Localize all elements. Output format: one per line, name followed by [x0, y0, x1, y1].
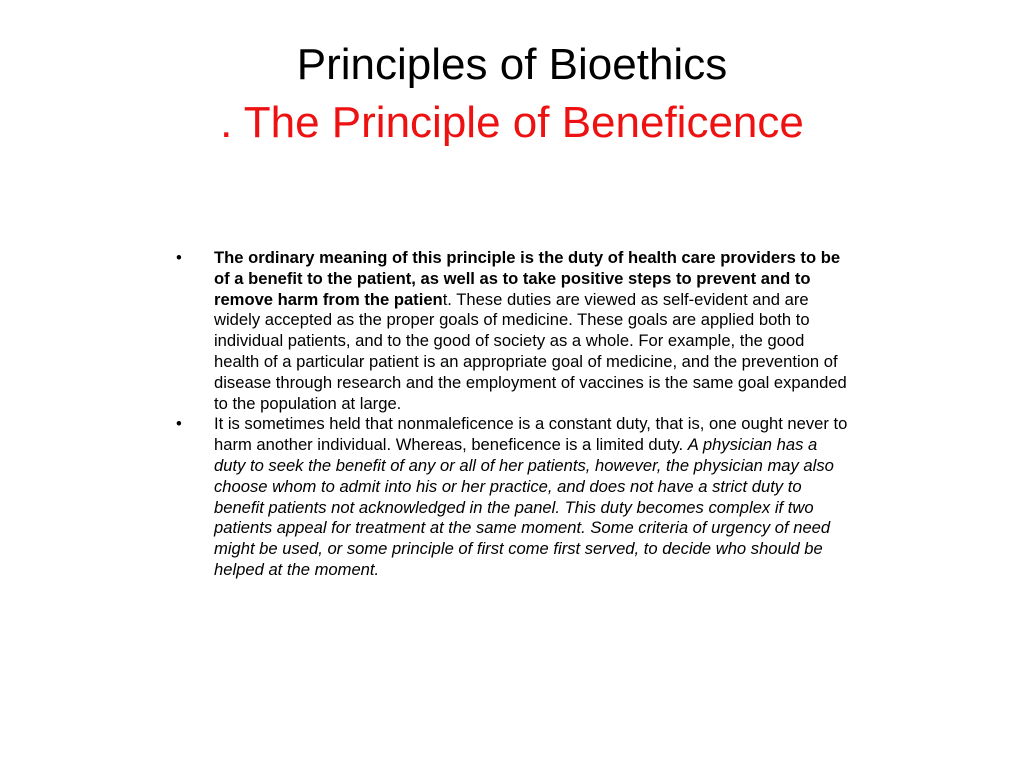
bullet-icon: •	[176, 248, 182, 267]
bullet-item-beneficence-meaning	[176, 248, 852, 414]
title-subtitle: . The Principle of Beneficence	[220, 98, 804, 147]
bullet-normal-text: t. These duties are viewed as self-evident and are widely accepted as the proper goals of medicine. These goals are applied both to individual patients, and to the good of society as a whole. For example, the good health of a particular patient is an appropriate goal of medicine, and the prevention of disease through research and the employment of vaccines is the same goal expanded to the population at large.	[214, 289, 847, 413]
bullet-italic-text: A physician has a duty to seek the benefit of any or all of her patients, however, the physician may also choose whom to admit into his or her practice, and does not have a strict duty to benefit patients not acknowledged in the panel. This duty becomes complex if two patients appeal for treatment at the same moment. Some criteria of urgency of need might be used, or some principle of first come first served, to decide who should be helped at the moment.	[214, 435, 834, 579]
title-main: Principles of Bioethics	[296, 40, 728, 89]
slide-title	[60, 36, 964, 152]
bullet-list	[176, 248, 852, 581]
bullet-icon: •	[176, 414, 182, 434]
bullet-normal-text: It is sometimes held that nonmaleficence is a constant duty, that is, one ought never to harm another individual. Whereas, beneficence is a limited duty.	[214, 414, 848, 455]
bullet-item-nonmaleficence	[176, 414, 852, 580]
bullet-bold-text: The ordinary meaning of this principle is the duty of health care providers to be of a benefit to the patient, as well as to take positive steps to prevent and to remove harm from the patien	[214, 248, 841, 309]
